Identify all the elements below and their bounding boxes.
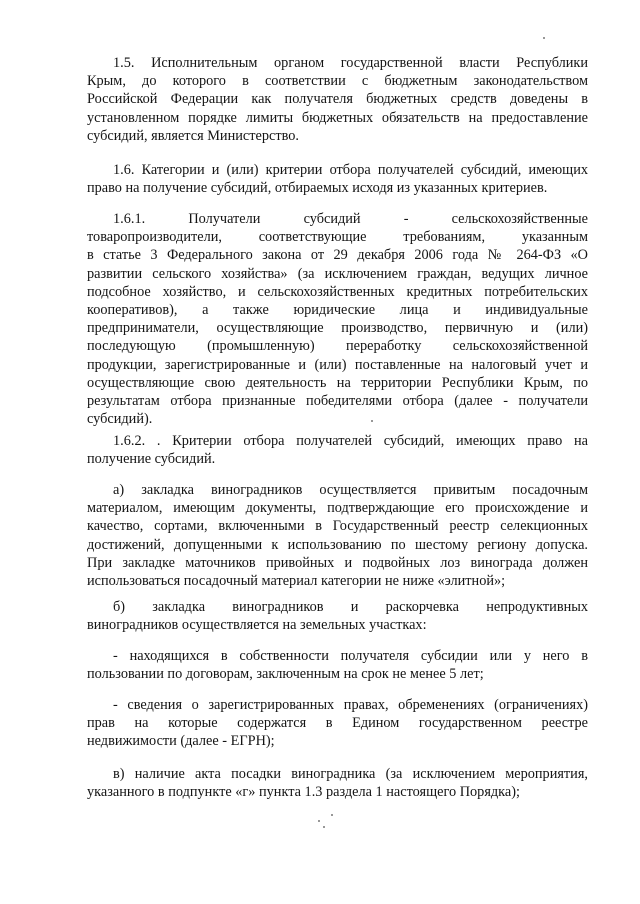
scan-speck bbox=[371, 420, 373, 422]
text-line: субсидий, является Министерство. bbox=[87, 127, 299, 144]
paragraph-1-6-1 bbox=[87, 210, 588, 428]
text-line: товаропроизводители, соответствующие требованиям, указанным bbox=[87, 229, 588, 246]
text-line: предприниматели, осуществляющие производство, первичную и (или) bbox=[87, 320, 588, 337]
scan-speck bbox=[543, 37, 545, 39]
text-line: 1.5. Исполнительным органом государственной власти Республики bbox=[113, 55, 588, 71]
scan-speck bbox=[318, 820, 320, 822]
text-line: развитии сельского хозяйства» (за исключением граждан, ведущих личное bbox=[87, 265, 588, 282]
paragraph-a bbox=[87, 481, 588, 590]
paragraph-1-6 bbox=[87, 161, 588, 197]
text-line: достижений, допущенными к использованию по шестому региону допуска. bbox=[87, 536, 588, 553]
text-line: результатам отбора признанные победителями отбора (далее - получатели bbox=[87, 393, 588, 410]
text-line: недвижимости (далее - ЕГРН); bbox=[87, 733, 275, 750]
text-line: Российской Федерации как получателя бюджетных средств доведены в bbox=[87, 91, 588, 108]
paragraph-1-6-2 bbox=[87, 432, 588, 468]
paragraph-v bbox=[87, 765, 588, 801]
text-line: осуществляющие свою деятельность на территории Республики Крым, по bbox=[87, 374, 588, 391]
paragraph-b-item-1 bbox=[87, 647, 588, 683]
text-line: б) закладка виноградников и раскорчевка непродуктивных bbox=[113, 599, 588, 615]
paragraph-b-item-2 bbox=[87, 696, 588, 751]
text-line: кооперативов), а также юридические лица и индивидуальные bbox=[87, 302, 588, 319]
text-line: установленном порядке лимиты бюджетных обязательств на предоставление bbox=[87, 109, 588, 126]
text-line: пользовании по договорам, заключенным на срок не менее 5 лет; bbox=[87, 666, 484, 683]
text-line: 1.6. Категории и (или) критерии отбора получателей субсидий, имеющих bbox=[113, 162, 588, 178]
text-line: право на получение субсидий, отбираемых исходя из указанных критериев. bbox=[87, 180, 548, 197]
text-line: 1.6.1. Получатели субсидий - сельскохозяйственные bbox=[113, 211, 588, 227]
text-line: получение субсидий. bbox=[87, 451, 216, 468]
paragraph-b bbox=[87, 598, 588, 634]
text-line: в статье 3 Федерального закона от 29 декабря 2006 года № 264-ФЗ «О bbox=[87, 247, 588, 264]
text-line: При закладке маточников привойных и подвойных лоз винограда должен bbox=[87, 554, 588, 571]
text-line: последующую (промышленную) переработку сельскохозяйственной bbox=[87, 338, 588, 355]
paragraph-1-5 bbox=[87, 54, 588, 145]
text-line: виноградников осуществляется на земельных участках: bbox=[87, 617, 427, 634]
text-line: - находящихся в собственности получателя субсидии или у него в bbox=[113, 648, 588, 664]
text-line: использоваться посадочный материал категории не ниже «элитной»; bbox=[87, 573, 506, 590]
text-line: субсидий). bbox=[87, 411, 153, 428]
text-line: подсобное хозяйство, и сельскохозяйственных кредитных потребительских bbox=[87, 283, 588, 300]
text-line: материалом, имеющим документы, подтверждающие его происхождение и bbox=[87, 500, 588, 517]
text-line: Крым, до которого в соответствии с бюджетным законодательством bbox=[87, 73, 588, 90]
text-line: продукции, зарегистрированные и (или) поставленные на налоговый учет и bbox=[87, 356, 588, 373]
text-line: указанного в подпункте «г» пункта 1.3 раздела 1 настоящего Порядка); bbox=[87, 784, 520, 801]
text-line: а) закладка виноградников осуществляется привитым посадочным bbox=[113, 482, 588, 498]
text-line: качество, сортами, включенными в Государственный реестр селекционных bbox=[87, 518, 588, 535]
scan-speck bbox=[331, 814, 333, 816]
scan-speck bbox=[323, 826, 325, 828]
text-line: в) наличие акта посадки виноградника (за исключением мероприятия, bbox=[113, 766, 588, 782]
text-line: 1.6.2. . Критерии отбора получателей субсидий, имеющих право на bbox=[113, 433, 588, 449]
text-line: - сведения о зарегистрированных правах, обременениях (ограничениях) bbox=[113, 697, 588, 713]
text-line: прав на которые содержатся в Едином государственном реестре bbox=[87, 715, 588, 732]
